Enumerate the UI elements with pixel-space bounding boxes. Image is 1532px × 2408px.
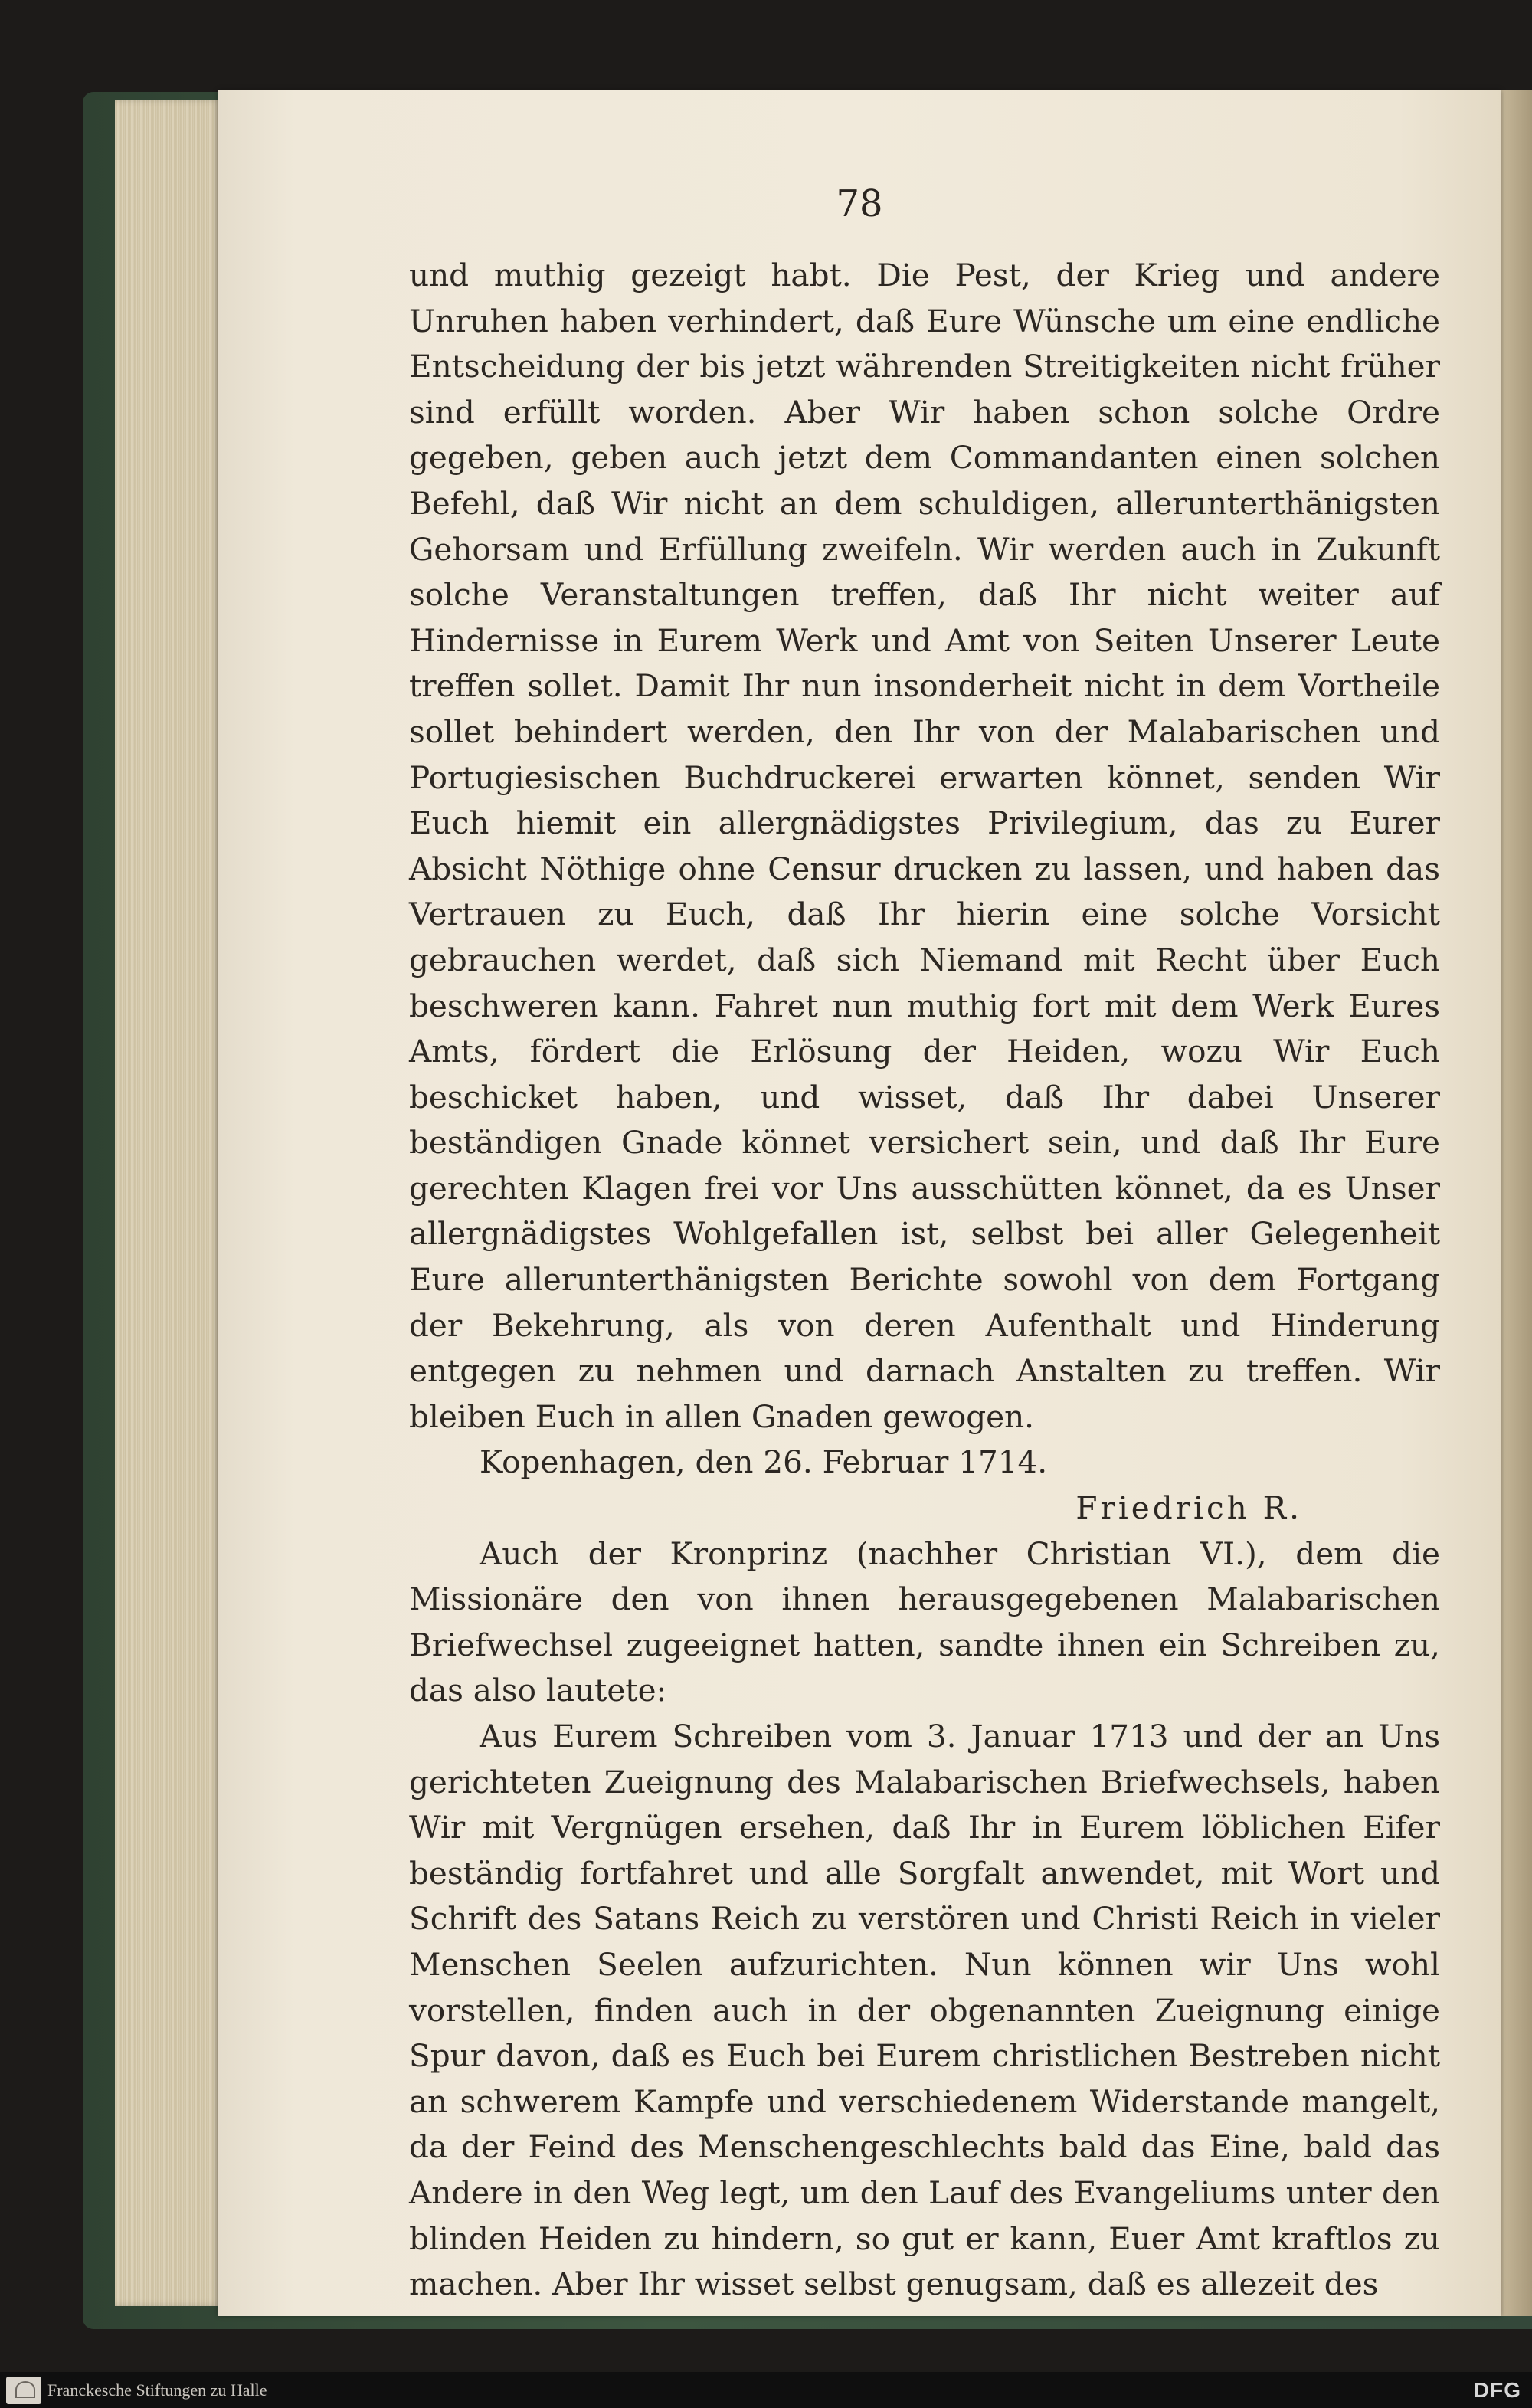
dfg-logo: DFG [1473, 2378, 1521, 2402]
page-edges [115, 100, 222, 2306]
institution-logo-icon [6, 2377, 41, 2404]
book-page [218, 90, 1501, 2316]
signature: Friedrich R. [1075, 1489, 1302, 1527]
paragraph-letter-continuation: und muthig gezeigt habt. Die Pest, der Krieg und andere Unruhen haben verhindert, daß Eure Wünsche um eine endliche Entscheidung der bis jetzt währenden Streitigkeiten nicht früher sind erfüllt worden. Aber Wir haben schon solche Ordre gegeben, geben auch jetzt dem Commandanten einen solchen Befehl, daß Wir nicht an dem schuldigen, allerunterthänigsten Gehorsam und Erfüllung zweifeln. Wir werden auch in Zukunft solche Veranstaltungen treffen, daß Ihr nicht weiter auf Hindernisse in Eurem Werk und Amt von Seiten Unserer Leute treffen sollet. Damit Ihr nun insonderheit nicht in dem Vortheile sollet behindert werden, den Ihr von der Malabarischen und Portugiesischen Buchdruckerei erwarten könnet, senden Wir Euch hiemit ein allergnädigstes Privilegium, das zu Eurer Absicht Nöthige ohne Censur drucken zu lassen, und haben das Vertrauen zu Euch, daß Ihr hierin eine solche Vorsicht gebrauchen werdet, daß sich Niemand mit Recht über Euch beschweren kann. Fahret nun muthig fort mit dem Werk Eures Amts, fördert die Erlösung der Heiden, wozu Wir Euch beschicket haben, und wisset, daß Ihr dabei Unserer beständigen Gnade könnet versichert sein, und daß Ihr Eure gerechten Klagen frei vor Uns ausschütten könnet, da es Unser allergnädigstes Wohlgefallen ist, selbst bei aller Gelegenheit Eure allerunterthänigsten Berichte sowohl von dem Fortgang der Bekehrung, als von deren Aufenthalt und Hinderung entgegen zu nehmen und darnach Anstalten zu treffen. Wir bleiben Euch in allen Gnaden gewogen. [409, 257, 1440, 1435]
page-number: 78 [836, 182, 883, 225]
body-text [409, 253, 1440, 2308]
dateline: Kopenhagen, den 26. Februar 1714. [480, 1443, 1048, 1481]
paragraph-letter-kronprinz: Aus Eurem Schreiben vom 3. Januar 1713 und der an Uns gerichteten Zueignung des Malabarischen Briefwechsels, haben Wir mit Vergnügen ersehen, daß Ihr in Eurem löblichen Eifer beständig fortfahret und alle Sorgfalt anwendet, mit Wort und Schrift des Satans Reich zu verstören und Christi Reich in vieler Menschen Seelen aufzurichten. Nun können wir Uns wohl vorstellen, finden auch in der obgenannten Zueignung einige Spur davon, daß es Euch bei Eurem christlichen Bestreben nicht an schwerem Kampfe und verschiedenem Widerstande mangelt, da der Feind des Menschengeschlechts bald das Eine, bald das Andere in den Weg legt, um den Lauf des Evangeliums unter den blinden Heiden zu hindern, so gut er kann, Euer Amt kraftlos zu machen. Aber Ihr wisset selbst genugsam, daß es allezeit des [409, 1718, 1440, 2303]
institution-name: Franckesche Stiftungen zu Halle [47, 2380, 267, 2400]
viewer-footer [0, 2372, 1532, 2408]
paragraph-kronprinz: Auch der Kronprinz (nachher Christian VI.), dem die Missionäre den von ihnen herausgegebenen Malabarischen Briefwechsel zugeeignet hatten, sandte ihnen ein Schreiben zu, das also lautete: [409, 1535, 1440, 1709]
